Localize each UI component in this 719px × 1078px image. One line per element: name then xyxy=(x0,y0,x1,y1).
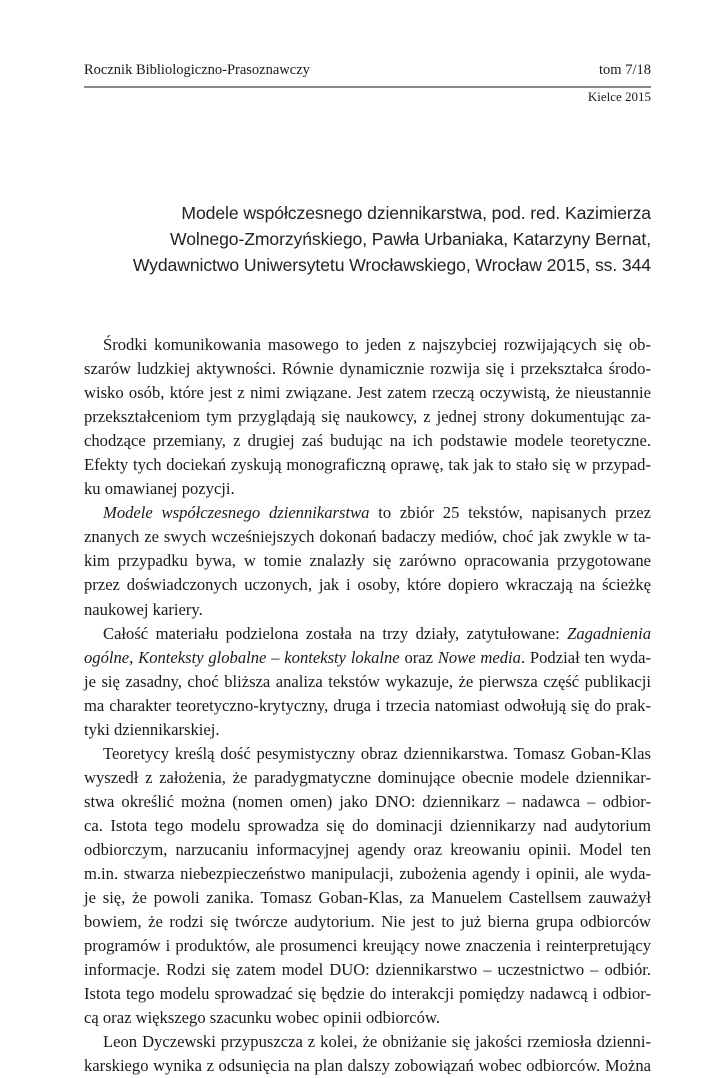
title-line: Wolnego-Zmorzyńskiego, Pawła Urbaniaka, Katarzyny Bernat, xyxy=(170,229,651,249)
text-line xyxy=(84,766,651,790)
text-line xyxy=(84,1054,651,1078)
text-line xyxy=(84,718,651,742)
text-segment: Całość materiału podzielona została na trzy działy, zatytułowane: xyxy=(103,623,568,643)
text-line xyxy=(84,1030,651,1054)
text-line xyxy=(84,694,651,718)
paragraph xyxy=(84,622,651,742)
text-line xyxy=(84,453,651,477)
text-segment: je się zasadny, choć bliższa analiza tekstów wykazuje, że pierwsza część publikacji xyxy=(84,671,651,691)
text-line xyxy=(84,381,651,405)
italic-title-text: Zagadnienia xyxy=(567,623,651,643)
text-segment: przez doświadczonych uczonych, jak i osoby, które dopiero wkraczają na ścieżkę xyxy=(84,575,651,595)
text-line xyxy=(84,862,651,886)
text-line xyxy=(84,646,651,670)
text-segment: informacje. Rodzi się zatem model DUO: dziennikarstwo – uczestnictwo – odbiór. xyxy=(84,960,651,980)
text-line xyxy=(84,982,651,1006)
text-line xyxy=(84,357,651,381)
header-rule xyxy=(84,86,651,88)
paragraph xyxy=(84,333,651,501)
text-segment: kim przypadku bywa, w tomie znalazły się zarówno opracowania przygotowane xyxy=(84,551,651,571)
text-line xyxy=(84,622,651,646)
text-segment: Efekty tych dociekań zyskują monograficzną oprawę, tak jak to stało się w przypad- xyxy=(84,455,651,475)
text-line xyxy=(84,814,651,838)
text-segment: wyszedł z założenia, że paradygmatyczne dominujące obecnie modele dziennikar- xyxy=(84,767,651,787)
article-body xyxy=(84,333,651,1078)
text-segment: Teoretycy kreślą dość pesymistyczny obraz dziennikarstwa. Tomasz Goban-Klas xyxy=(103,743,651,763)
text-line xyxy=(84,670,651,694)
text-line xyxy=(84,549,651,573)
text-segment: m.in. stwarza niebezpieczeństwo manipulacji, zubożenia agendy i opinii, ale wyda- xyxy=(84,864,651,884)
text-line xyxy=(84,429,651,453)
paragraph xyxy=(84,1030,651,1078)
text-line xyxy=(84,742,651,766)
text-segment: bowiem, że rodzi się twórcze audytorium. Nie jest to już bierna grupa odbiorców xyxy=(84,912,651,932)
text-segment: ku omawianej pozycji. xyxy=(84,479,235,499)
text-line xyxy=(84,886,651,910)
title-line: Wydawnictwo Uniwersytetu Wrocławskiego, Wrocław 2015, ss. 344 xyxy=(132,255,651,275)
text-segment: je się, że powoli zanika. Tomasz Goban-Klas, za Manuelem Castellsem zauważył xyxy=(84,888,651,908)
title-line: Modele współczesnego dziennikarstwa, pod. red. Kazimierza xyxy=(181,203,651,223)
text-line xyxy=(84,910,651,934)
text-line xyxy=(84,934,651,958)
italic-title-text: Modele współczesnego dziennikarstwa xyxy=(103,503,370,523)
text-segment: szarów ludzkiej aktywności. Równie dynamicznie rozwija się i przekształca środo- xyxy=(84,359,651,379)
text-segment: stwa określić można (nomen omen) jako DNO: dziennikarz – nadawca – odbior- xyxy=(84,791,651,811)
volume-number: tom 7/18 xyxy=(599,62,651,78)
text-line xyxy=(84,405,651,429)
journal-name: Rocznik Bibliologiczno-Prasoznawczy xyxy=(84,62,310,78)
text-segment: oraz xyxy=(399,647,438,667)
text-segment: programów i produktów, ale prosumenci kreujący nowe znaczenia i reinterpretujący xyxy=(84,936,651,956)
text-segment: cą oraz większego szacunku wobec opinii odbiorców. xyxy=(84,1008,441,1028)
italic-title-text: Nowe media xyxy=(437,647,521,667)
place-year: Kielce 2015 xyxy=(587,89,651,104)
text-segment: Istota tego modelu sprowadzać się będzie do interakcji pomiędzy nadawcą i odbior- xyxy=(84,984,651,1004)
text-line xyxy=(84,958,651,982)
text-segment: tyki dziennikarskiej. xyxy=(84,719,220,739)
text-segment: karskiego wynika z odsunięcia na plan dalszy zobowiązań wobec odbiorców. Można xyxy=(84,1056,651,1076)
text-line xyxy=(84,333,651,357)
text-segment: to zbiór 25 tekstów, napisanych przez xyxy=(369,503,652,523)
paragraph xyxy=(84,501,651,621)
text-segment: . Podział ten wyda- xyxy=(520,647,652,667)
running-header xyxy=(84,62,651,79)
text-line xyxy=(84,477,651,501)
text-line xyxy=(84,525,651,549)
text-segment: odbiorczym, narzucaniu informacyjnej agendy oraz kreowaniu opinii. Model ten xyxy=(84,839,651,859)
paragraph xyxy=(84,742,651,1031)
text-segment: Leon Dyczewski przypuszcza z kolei, że obniżanie się jakości rzemiosła dzienni- xyxy=(103,1032,651,1052)
review-title xyxy=(51,200,651,278)
text-segment: przekształceniom tym przyglądają się naukowcy, z jednej strony dokumentując za- xyxy=(84,407,651,427)
text-line xyxy=(84,501,651,525)
text-segment: naukowej kariery. xyxy=(84,599,203,619)
text-segment: Środki komunikowania masowego to jeden z najszybciej rozwijających się ob- xyxy=(103,335,651,354)
text-segment: znanych ze swych wcześniejszych dokonań badaczy mediów, choć jak zwykle w ta- xyxy=(84,527,651,547)
text-line xyxy=(84,1006,651,1030)
text-segment: ma charakter teoretyczno-krytyczny, druga i trzecia natomiast odwołują się do prak- xyxy=(84,695,651,715)
text-line xyxy=(84,573,651,597)
text-segment: , xyxy=(129,647,139,667)
text-line xyxy=(84,598,651,622)
text-segment: wisko osób, które jest z nimi związane. Jest zatem rzeczą oczywistą, że nieustannie xyxy=(84,383,651,403)
text-segment: ca. Istota tego modelu sprowadza się do dominacji dziennikarzy nad audytorium xyxy=(84,815,651,835)
text-segment: chodzące przemiany, z drugiej zaś budując na ich podstawie modele teoretyczne. xyxy=(84,431,651,451)
text-line xyxy=(84,790,651,814)
text-line xyxy=(84,838,651,862)
italic-title-text: ogólne xyxy=(84,647,130,667)
italic-title-text: Konteksty globalne – konteksty lokalne xyxy=(138,647,400,667)
